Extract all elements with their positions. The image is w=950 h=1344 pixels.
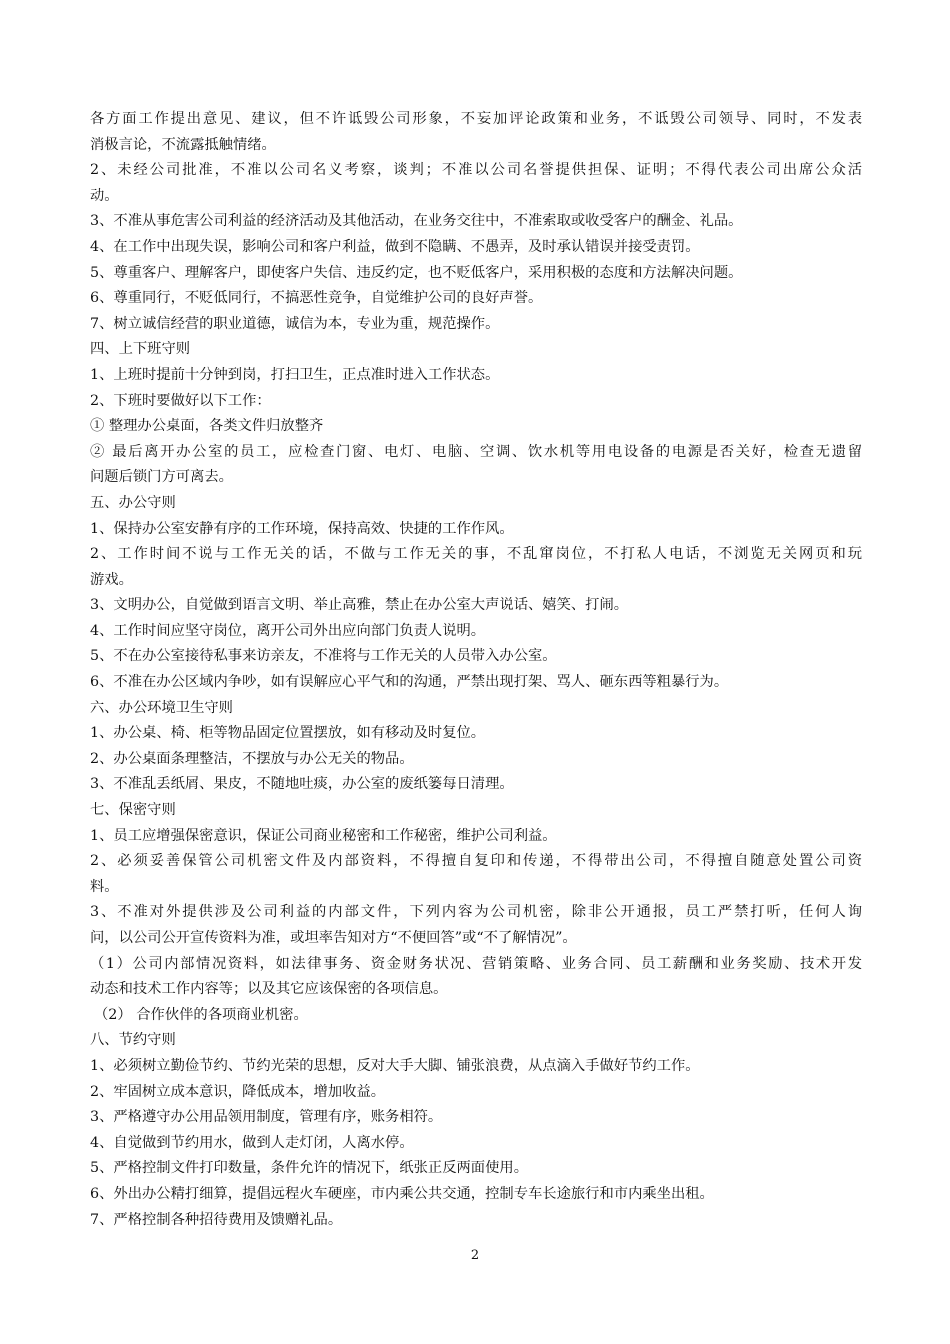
text-line: 3、不准从事危害公司利益的经济活动及其他活动，在业务交往中，不准索取或收受客户的酬金、礼品。 — [90, 213, 743, 230]
text-line: 6、不准在办公区域内争吵，如有误解应心平气和的沟通，严禁出现打架、骂人、砸东西等粗暴行为。 — [90, 674, 729, 691]
text-line: 消极言论，不流露抵触情绪。 — [90, 136, 276, 153]
text-line: 料。 — [90, 878, 119, 895]
text-line: 1、员工应增强保密意识，保证公司商业秘密和工作秘密，维护公司利益。 — [90, 827, 557, 844]
text-line: 2、必须妥善保管公司机密文件及内部资料，不得擅自复印和传递，不得带出公司，不得擅自随意处置公司资 — [90, 853, 862, 870]
page-number: 2 — [470, 1248, 480, 1263]
section-heading: 四、上下班守则 — [90, 341, 191, 358]
text-line: ① 整理办公桌面，各类文件归放整齐 — [90, 418, 324, 435]
text-line: 6、尊重同行，不贬低同行，不搞恶性竞争，自觉维护公司的良好声誉。 — [90, 290, 543, 307]
text-line: 3、严格遵守办公用品领用制度，管理有序，账务相符。 — [90, 1109, 443, 1126]
text-line: 4、自觉做到节约用水，做到人走灯闭，人离水停。 — [90, 1134, 414, 1151]
text-line: 游戏。 — [90, 571, 133, 588]
text-line: 动态和技术工作内容等；以及其它应该保密的各项信息。 — [90, 981, 448, 998]
text-line: 问，以公司公开宣传资料为准，或坦率告知对方“不便回答”或“不了解情况”。 — [90, 930, 577, 946]
section-heading: 七、保密守则 — [90, 802, 176, 819]
text-line: 3、不准对外提供涉及公司利益的内部文件，下列内容为公司机密，除非公开通报，员工严禁打听，任何人询 — [90, 904, 862, 921]
text-line: 问题后锁门方可离去。 — [90, 469, 233, 486]
text-line: 2、牢固树立成本意识，降低成本，增加收益。 — [90, 1083, 386, 1100]
text-line: 4、在工作中出现失误，影响公司和客户利益，做到不隐瞒、不愚弄，及时承认错误并接受责罚。 — [90, 238, 700, 255]
text-line: 3、不准乱丢纸屑、果皮，不随地吐痰，办公室的废纸篓每日清理。 — [90, 776, 514, 793]
section-heading: 八、节约守则 — [90, 1032, 176, 1049]
text-line: （2） 合作伙伴的各项商业机密。 — [94, 1006, 308, 1023]
text-line: 动。 — [90, 187, 119, 204]
text-line: 2、工作时间不说与工作无关的话，不做与工作无关的事，不乱窜岗位，不打私人电话，不浏览无关网页和玩 — [90, 546, 862, 563]
text-line: 5、严格控制文件打印数量，条件允许的情况下，纸张正反两面使用。 — [90, 1160, 528, 1177]
text-line: （1）公司内部情况资料，如法律事务、资金财务状况、营销策略、业务合同、员工薪酬和业务奖励、技术开发 — [90, 955, 862, 972]
text-line: 3、文明办公，自觉做到语言文明、举止高雅，禁止在办公室大声说话、嬉笑、打闹。 — [90, 597, 629, 614]
text-line: 2、办公桌面条理整洁，不摆放与办公无关的物品。 — [90, 750, 414, 767]
text-line: 1、必须树立勤俭节约、节约光荣的思想，反对大手大脚、铺张浪费，从点滴入手做好节约工作。 — [90, 1057, 700, 1074]
text-line: 5、尊重客户、理解客户，即使客户失信、违反约定，也不贬低客户，采用积极的态度和方法解决问题。 — [90, 264, 743, 281]
text-line: 6、外出办公精打细算，提倡远程火车硬座，市内乘公共交通，控制专车长途旅行和市内乘坐出租。 — [90, 1185, 714, 1202]
text-line: 2、下班时要做好以下工作： — [90, 392, 271, 409]
text-line: 7、树立诚信经营的职业道德，诚信为本，专业为重，规范操作。 — [90, 315, 500, 332]
section-heading: 六、办公环境卫生守则 — [90, 699, 233, 716]
text-line: 5、不在办公室接待私事来访亲友，不准将与工作无关的人员带入办公室。 — [90, 648, 557, 665]
text-line: 7、严格控制各种招待费用及馈赠礼品。 — [90, 1211, 343, 1228]
section-heading: 五、办公守则 — [90, 494, 176, 511]
text-line: 1、上班时提前十分钟到岗，打扫卫生，正点准时进入工作状态。 — [90, 366, 500, 383]
text-line: ② 最后离开办公室的员工，应检查门窗、电灯、电脑、空调、饮水机等用电设备的电源是否关好，检查无遗留 — [90, 443, 862, 460]
document-body — [90, 107, 862, 1233]
text-line: 4、工作时间应坚守岗位，离开公司外出应向部门负责人说明。 — [90, 622, 486, 639]
text-line: 各方面工作提出意见、建议，但不许诋毁公司形象，不妄加评论政策和业务，不诋毁公司领导、同时，不发表 — [90, 111, 862, 127]
text-line: 1、办公桌、椅、柜等物品固定位置摆放，如有移动及时复位。 — [90, 725, 486, 742]
text-line: 1、保持办公室安静有序的工作环境，保持高效、快捷的工作作风。 — [90, 520, 514, 537]
text-line: 2、未经公司批准，不准以公司名义考察，谈判；不准以公司名誉提供担保、证明；不得代表公司出席公众活 — [90, 162, 862, 179]
